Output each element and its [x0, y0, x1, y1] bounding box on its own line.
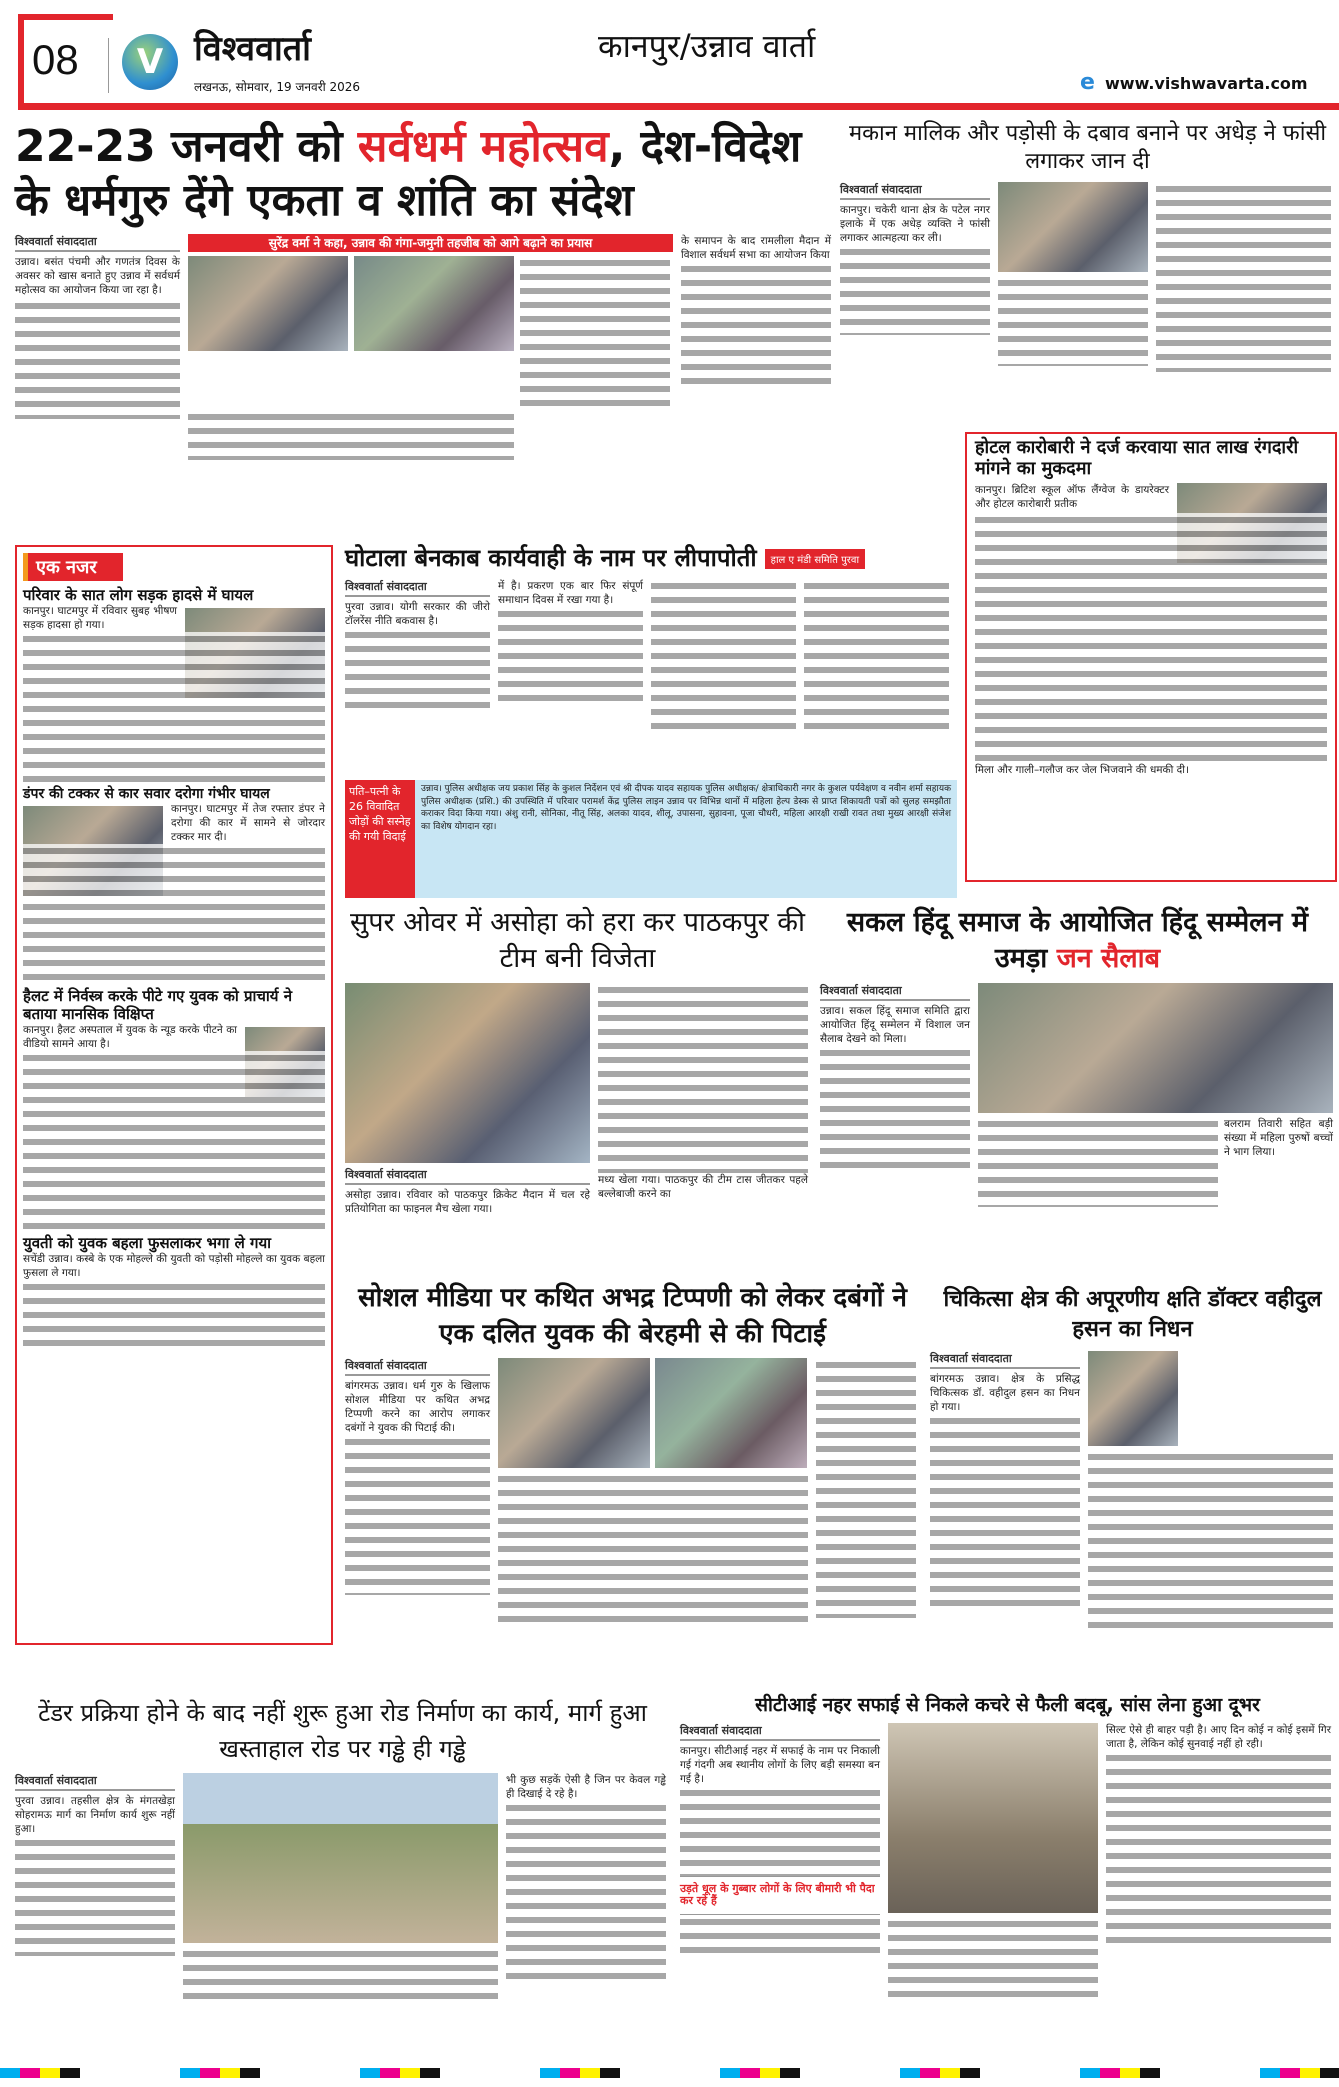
story9-photo	[183, 1773, 498, 1943]
header-rule	[18, 103, 1339, 110]
story3-box	[965, 432, 1337, 882]
story9-text: भी कुछ सड़कें ऐसी है जिन पर केवल गड्ढे ही दिखाई दे रहे है।	[506, 1774, 666, 1800]
story2-intro: कानपुर। चकेरी थाना क्षेत्र के पटेल नगर इलाके में एक अधेड़ व्यक्ति ने फांसी लगाकर आत्महत्या कर ली।	[840, 204, 990, 244]
header-divider	[108, 38, 109, 93]
story10-caption: उड़ते धूल के गुब्बार लोगों के लिए बीमारी भी पैदा कर रहे हैं	[680, 1876, 880, 1915]
ek-nazar-title: एक नजर	[23, 553, 123, 581]
story9-intro: पुरवा उन्नाव। तहसील क्षेत्र के मंगतखेड़ा सोहरामऊ मार्ग का निर्माण कार्य शुरू नहीं हुआ।	[15, 1795, 175, 1835]
lead-photo-2	[354, 256, 514, 351]
notice-label: पति–पत्नी के 26 विवादित जोड़ों की सस्नेह की गयी विदाई	[345, 780, 415, 898]
story7-headline: सोशल मीडिया पर कथित अभद्र टिप्पणी को लेकर दबंगों ने एक दलित युवक की बेरहमी से की पिटाई	[358, 1283, 907, 1349]
story8-headline: चिकित्सा क्षेत्र की अपूरणीय क्षति डॉक्टर वहीदुल हसन का निधन	[943, 1287, 1322, 1342]
page-number: 08	[32, 36, 79, 83]
ek-nazar-item-intro: कानपुर। हैलट अस्पताल में युवक के न्यूड करके पीटने का वीडियो सामने आया है।	[23, 1023, 237, 1050]
ek-nazar-item-intro: कानपुर। घाटमपुर में तेज रफ्तार डंपर ने दरोगा की कार में सामने से जोरदार टक्कर मार दी।	[171, 803, 325, 844]
ek-nazar-item-headline: युवती को युवक बहला फुसलाकर भगा ले गया	[23, 1233, 272, 1252]
dateline: लखनऊ, सोमवार, 19 जनवरी 2026	[194, 80, 361, 94]
section-title: कानपुर/उन्नाव वार्ता	[598, 27, 816, 65]
story8	[930, 1285, 1335, 1690]
lead-story	[15, 120, 835, 540]
byline: विश्ववार्ता संवाददाता	[15, 234, 180, 252]
story9-headline: टेंडर प्रक्रिया होने के बाद नहीं शुरू हुआ रोड निर्माण का कार्य, मार्ग हुआ खस्ताहाल रोड पर गड्ढे ही गड्ढे	[38, 1699, 647, 1763]
lead-column-text: के समापन के बाद रामलीला मैदान में विशाल सर्वधर्म सभा का आयोजन किया	[681, 235, 831, 261]
story10-photo	[888, 1723, 1098, 1913]
byline: विश्ववार्ता संवाददाता	[345, 1358, 490, 1376]
story4-headline: घोटाला बेनकाब कार्यवाही के नाम पर लीपापोती	[345, 544, 757, 572]
story8-photo	[1088, 1351, 1178, 1446]
ek-nazar-item-headline: परिवार के सात लोग सड़क हादसे में घायल	[23, 586, 254, 604]
paper-name: विश्ववार्ता	[194, 29, 311, 69]
story7-photo-1	[498, 1358, 650, 1468]
story3-intro: कानपुर। ब्रिटिश स्कूल ऑफ लैंग्वेज के डायरेक्टर और होटल कारोबारी प्रतीक	[975, 484, 1169, 511]
story4	[345, 545, 957, 775]
story10-headline: सीटीआई नहर सफाई से निकले कचरे से फैली बदबू, सांस लेना हुआ दूभर	[755, 1694, 1260, 1716]
story10-text: सिल्ट ऐसे ही बाहर पड़ी है। आए दिन कोई न कोई इसमें गिर जाता है, लेकिन कोई सुनवाई नहीं हो रही।	[1106, 1723, 1331, 1750]
story10-intro: कानपुर। सीटीआई नहर में सफाई के नाम पर निकाली गई गंदगी अब स्थानीय लोगों के लिए बड़ी समस्या बन गई है।	[680, 1744, 880, 1785]
story5-headline: सुपर ओवर में असोहा को हरा कर पाठकपुर की टीम बनी विजेता	[349, 907, 806, 974]
lead-photo-1	[188, 256, 348, 351]
byline: विश्ववार्ता संवाददाता	[345, 1167, 590, 1185]
story7-intro: बांगरमऊ उन्नाव। धर्म गुरु के खिलाफ सोशल मीडिया पर कथित अभद्र टिप्पणी करने का आरोप लगाकर दबंगों ने युवक की पिटाई की।	[345, 1380, 490, 1434]
website-link[interactable]: www.vishwavarta.com	[1105, 74, 1308, 93]
story4-intro: पुरवा उन्नाव। योगी सरकार की जीरो टॉलरेंस नीति बकवास है।	[345, 600, 490, 627]
ek-nazar-item-intro: सचेंडी उन्नाव। कस्बे के एक मोहल्ले की युवती को पड़ोसी मोहल्ले का युवक बहला फुसला ले गया।	[23, 1253, 325, 1280]
lead-intro: उन्नाव। बसंत पंचमी और गणतंत्र दिवस के अवसर को खास बनाते हुए उन्नाव में सर्वधर्म महोत्सव का आयोजन किया जा रहा है।	[15, 256, 180, 296]
byline: विश्ववार्ता संवाददाता	[680, 1723, 880, 1741]
story8-intro: बांगरमऊ उन्नाव। क्षेत्र के प्रसिद्ध चिकित्सक डॉ. वहीदुल हसन का निधन हो गया।	[930, 1373, 1080, 1413]
story5-text: मध्य खेला गया। पाठकपुर की टीम टास जीतकर पहले बल्लेबाजी करने का	[598, 1174, 808, 1200]
story4-tag: हाल ए मंडी समिति पुरवा	[765, 549, 865, 569]
ek-nazar-item-headline: हैलट में निर्वस्त्र करके पीटे गए युवक को प्राचार्य ने बताया मानसिक विक्षिप्त	[23, 987, 293, 1023]
notice-text: उन्नाव। पुलिस अधीक्षक जय प्रकाश सिंह के कुशल निर्देशन एवं श्री दीपक यादव सहायक पुलिस अधीक्षक/ क्षेत्राधिकारी नगर के कुशल पर्यवेक्षण व नवीन शर्मा सहायक पुलिस अधीक्षक (प्रशि.) की उपस्थिति में परिवार परामर्श केंद्र पुलिस लाइन उन्नाव पर विभिन्न थानों में महिला हेल्प डेस्क से प्राप्त शिकायती पत्रों को सुलह समझौता कराकर विदा किया गया। अंशु रानी, सोनिका, नीतू सिंह, अलका यादव, शीलू, उपासना, सुहावना, पूजा चौधरी, महिला आरक्षी राखी रावत तथा मुख्य आरक्षी संजेश का विशेष योगदान रहा।	[421, 784, 951, 832]
story7	[345, 1280, 920, 1690]
story9	[15, 1695, 670, 2060]
ek-nazar-item-headline: डंपर की टक्कर से कार सवार दरोगा गंभीर घायल	[23, 786, 270, 803]
story4-text: में है। प्रकरण एक बार फिर संपूर्ण समाधान दिवस में रखा गया है।	[498, 579, 643, 606]
story5-photo	[345, 983, 590, 1163]
story3-end: मिला और गाली–गलौज कर जेल भिजवाने की धमकी दी।	[975, 764, 1189, 777]
notice-box	[345, 780, 957, 898]
story2	[840, 120, 1335, 425]
registration-marks	[0, 2068, 1339, 2078]
story6-headline: सकल हिंदू समाज के आयोजित हिंदू सम्मेलन में उमड़ा जन सैलाब	[846, 907, 1309, 974]
lead-headline: 22-23 जनवरी को सर्वधर्म महोत्सव, देश-विदेश के धर्मगुरु देंगे एकता व शांति का संदेश	[15, 121, 802, 226]
story5-intro: असोहा उन्नाव। रविवार को पाठकपुर क्रिकेट मैदान में चल रहे प्रतियोगिता का फाइनल मैच खेला गया।	[345, 1189, 590, 1215]
story6	[820, 905, 1335, 1275]
story7-photo-2	[655, 1358, 807, 1468]
byline: विश्ववार्ता संवाददाता	[345, 579, 490, 597]
story10	[680, 1695, 1335, 2060]
story2-photo	[998, 182, 1148, 272]
story6-photo	[978, 983, 1333, 1113]
ek-nazar-box	[15, 545, 333, 1645]
story2-headline: मकान मालिक और पड़ोसी के दबाव बनाने पर अधेड़ ने फांसी लगाकर जान दी	[848, 121, 1327, 174]
story3-headline: होटल कारोबारी ने दर्ज करवाया सात लाख रंगदारी मांगने का मुकदमा	[975, 437, 1299, 479]
logo-globe-icon: V	[122, 34, 178, 90]
page-header	[0, 0, 1339, 112]
story6-intro: उन्नाव। सकल हिंदू समाज समिति द्वारा आयोजित हिंदू सम्मेलन में विशाल जन सैलाब देखने को मिला।	[820, 1005, 970, 1045]
byline: विश्ववार्ता संवाददाता	[930, 1351, 1080, 1369]
byline: विश्ववार्ता संवाददाता	[15, 1773, 175, 1791]
ek-nazar-item-intro: कानपुर। घाटमपुर में रविवार सुबह भीषण सड़क हादसा हो गया।	[23, 605, 177, 632]
byline: विश्ववार्ता संवाददाता	[840, 182, 990, 200]
lead-subhead: सुरेंद्र वर्मा ने कहा, उन्नाव की गंगा-जमुनी तहजीब को आगे बढ़ाने का प्रयास	[188, 234, 673, 252]
browser-e-icon: e	[1080, 70, 1095, 95]
story6-text: बलराम तिवारी सहित बड़ी संख्या में महिला पुरुषों बच्चों ने भाग लिया।	[1224, 1118, 1333, 1158]
byline: विश्ववार्ता संवाददाता	[820, 983, 970, 1001]
story5	[345, 905, 810, 1275]
